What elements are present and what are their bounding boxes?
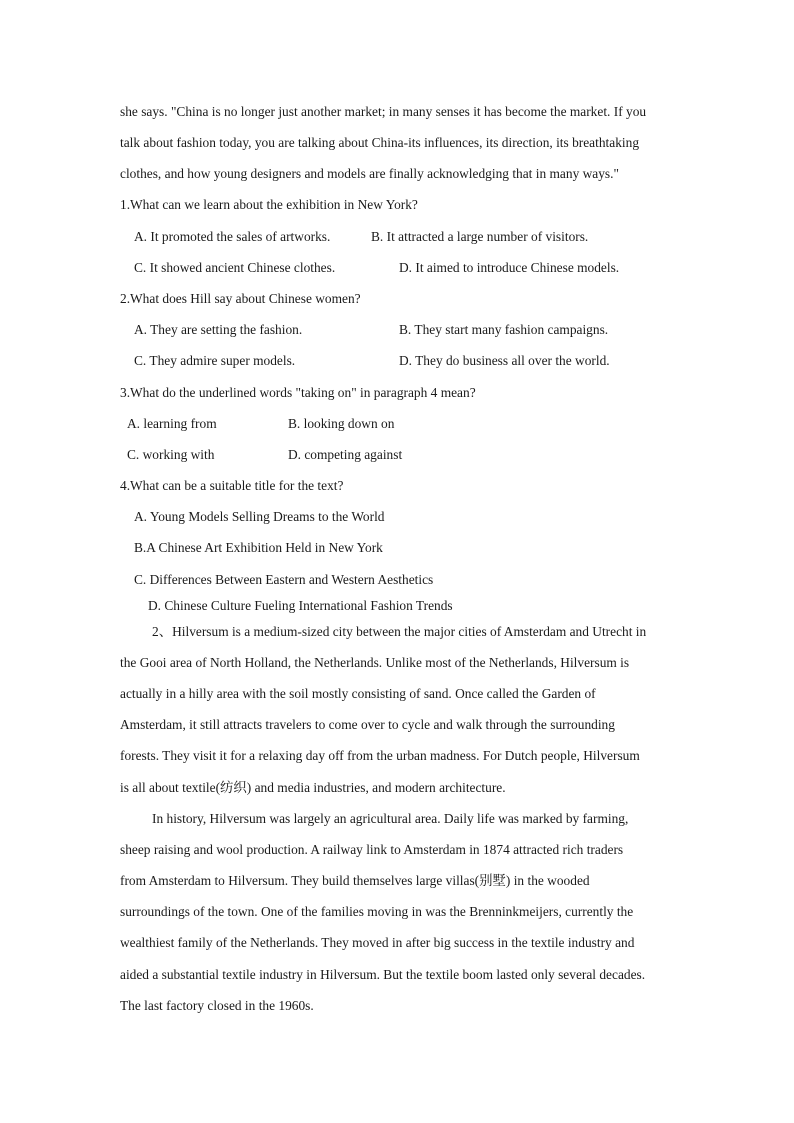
paragraph-line: surroundings of the town. One of the families moving in was the Brenninkmeijers, currently the	[120, 904, 634, 919]
option-4c: C. Differences Between Eastern and Western Aesthetics	[134, 572, 434, 587]
question-stem-3: 3.What do the underlined words "taking on" in paragraph 4 mean?	[120, 385, 476, 400]
option-3a: A. learning from	[127, 416, 217, 431]
question-stem-1: 1.What can we learn about the exhibition in New York?	[120, 197, 418, 212]
paragraph-line: from Amsterdam to Hilversum. They build themselves large villas(别墅) in the wooded	[120, 873, 590, 888]
option-2d: D. They do business all over the world.	[399, 353, 610, 368]
paragraph-line: In history, Hilversum was largely an agricultural area. Daily life was marked by farming,	[152, 811, 629, 826]
option-4d: D. Chinese Culture Fueling International Fashion Trends	[148, 598, 453, 613]
paragraph-line: she says. "China is no longer just another market; in many senses it has become the market. If you	[120, 104, 647, 119]
option-1d: D. It aimed to introduce Chinese models.	[399, 260, 620, 275]
option-4b: B.A Chinese Art Exhibition Held in New York	[134, 540, 383, 555]
option-3d: D. competing against	[288, 447, 403, 462]
option-2a: A. They are setting the fashion.	[134, 322, 303, 337]
option-1a: A. It promoted the sales of artworks.	[134, 229, 331, 244]
paragraph-line: forests. They visit it for a relaxing day off from the urban madness. For Dutch people, Hilversum	[120, 748, 640, 763]
question-stem-2: 2.What does Hill say about Chinese women?	[120, 291, 361, 306]
paragraph-line: Amsterdam, it still attracts travelers to come over to cycle and walk through the surrounding	[120, 717, 615, 732]
option-1c: C. It showed ancient Chinese clothes.	[134, 260, 336, 275]
option-2b: B. They start many fashion campaigns.	[399, 322, 609, 337]
paragraph-line: 2、Hilversum is a medium-sized city between the major cities of Amsterdam and Utrecht in	[152, 624, 647, 639]
paragraph-line: aided a substantial textile industry in Hilversum. But the textile boom lasted only several decades.	[120, 967, 646, 982]
paragraph-line: clothes, and how young designers and models are finally acknowledging that in many ways."	[120, 166, 619, 181]
paragraph-line: actually in a hilly area with the soil mostly consisting of sand. Once called the Garden of	[120, 686, 596, 701]
option-2c: C. They admire super models.	[134, 353, 296, 368]
option-3b: B. looking down on	[288, 416, 395, 431]
paragraph-line: is all about textile(纺织) and media industries, and modern architecture.	[120, 780, 506, 795]
option-4a: A. Young Models Selling Dreams to the World	[134, 509, 385, 524]
option-1b: B. It attracted a large number of visitors.	[371, 229, 589, 244]
paragraph-line: the Gooi area of North Holland, the Netherlands. Unlike most of the Netherlands, Hilversum is	[120, 655, 630, 670]
paragraph-line: wealthiest family of the Netherlands. They moved in after big success in the textile industry and	[120, 935, 635, 950]
question-stem-4: 4.What can be a suitable title for the text?	[120, 478, 344, 493]
option-3c: C. working with	[127, 447, 215, 462]
paragraph-line: The last factory closed in the 1960s.	[120, 998, 314, 1013]
paragraph-line: sheep raising and wool production. A railway link to Amsterdam in 1874 attracted rich traders	[120, 842, 624, 857]
paragraph-line: talk about fashion today, you are talking about China-its influences, its direction, its breathtaking	[120, 135, 640, 150]
